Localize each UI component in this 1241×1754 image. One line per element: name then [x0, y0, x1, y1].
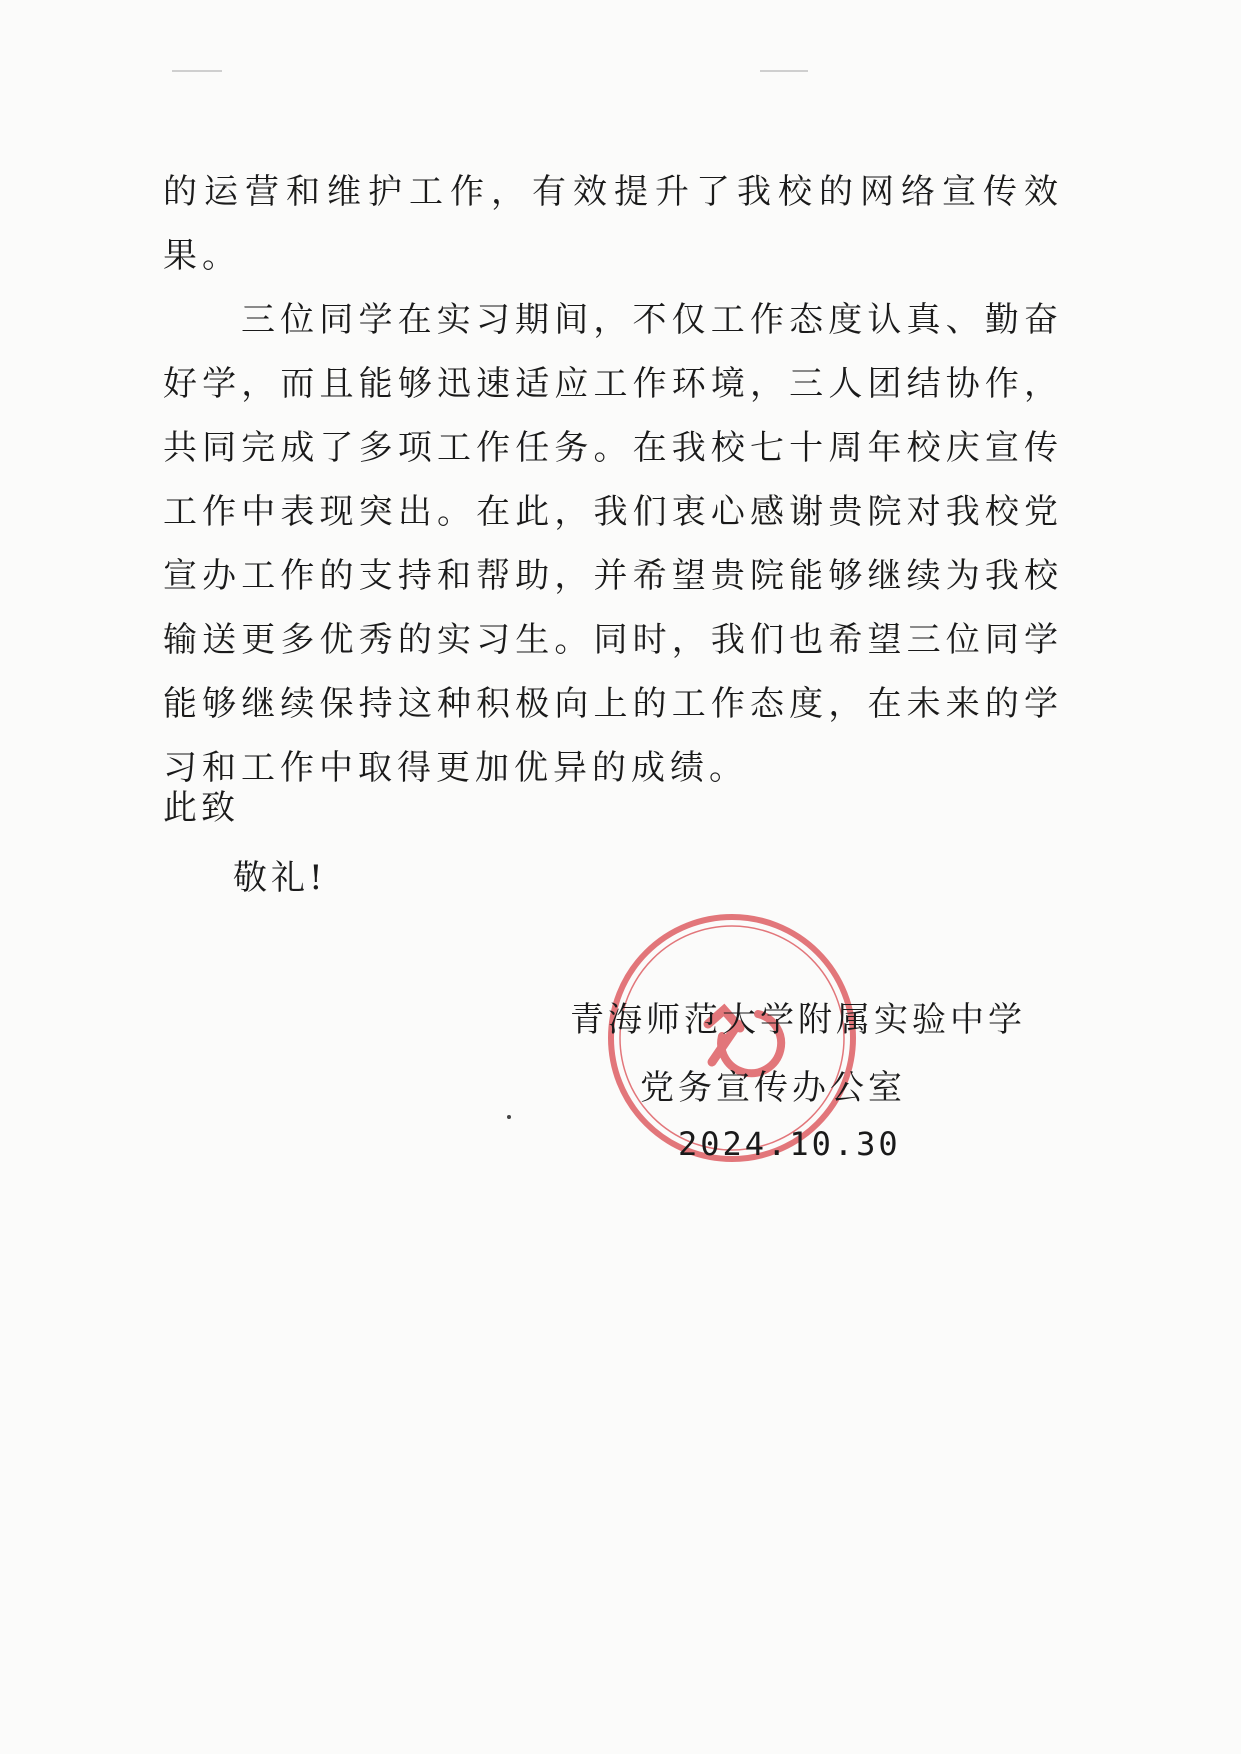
- closing-salutation: 此致: [163, 788, 239, 828]
- letter-paragraph: 三位同学在实习期间，不仅工作态度认真、勤奋好学，而且能够迅速适应工作环境，三人团结协作，共同完成了多项工作任务。在我校七十周年校庆宣传工作中表现突出。在此，我们衷心感谢贵院对我校党宣办工作的支持和帮助，并希望贵院能够继续为我校输送更多优秀的实习生。同时，我们也希望三位同学能够继续保持这种积极向上的工作态度，在未来的学习和工作中取得更加优异的成绩。: [163, 300, 1063, 788]
- signature-department: 党务宣传办公室: [640, 1068, 906, 1108]
- signature-organization: 青海师范大学附属实验中学: [570, 1000, 1026, 1040]
- signature-date: 2024.10.30: [678, 1125, 901, 1163]
- letter-paragraph: 的运营和维护工作，有效提升了我校的网络宣传效果。: [163, 172, 1063, 276]
- scan-mark: [760, 70, 808, 72]
- letter-body: [163, 160, 1063, 800]
- scan-speck: [507, 1115, 511, 1119]
- closing-regards: 敬礼!: [233, 858, 327, 898]
- scan-mark: [172, 70, 222, 72]
